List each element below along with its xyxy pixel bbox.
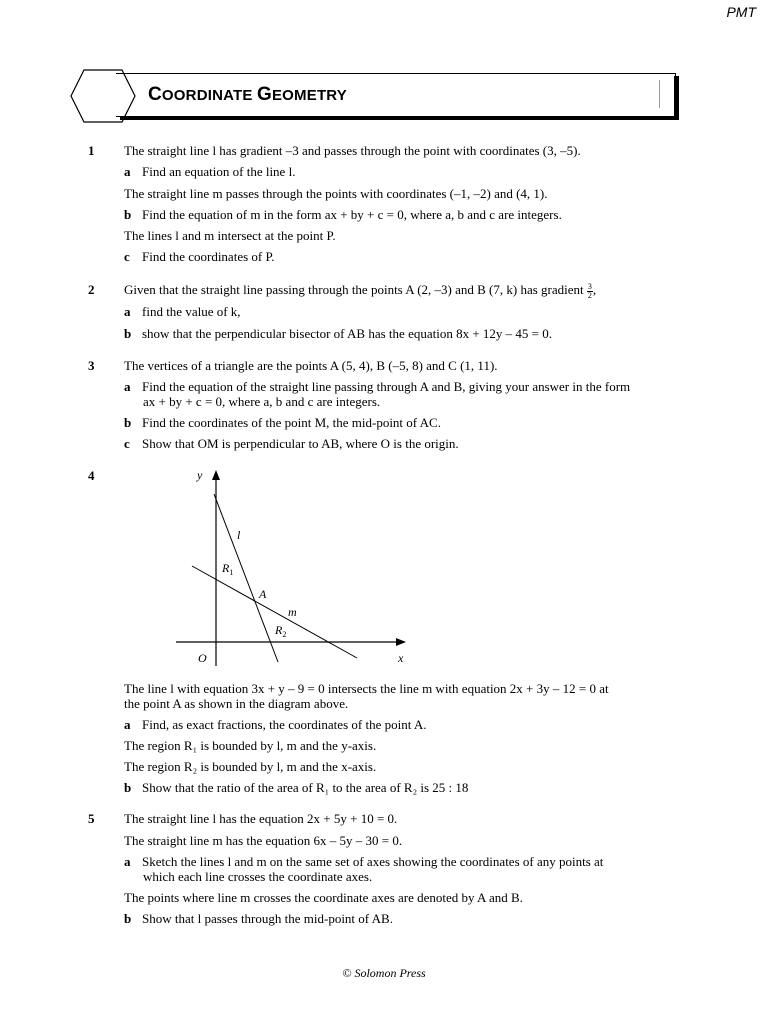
origin-label: O	[198, 651, 207, 665]
x-axis-arrow-icon	[396, 638, 406, 646]
question-number: 5	[88, 811, 95, 826]
part-b: b Find the coordinates of the point M, the mid-point of AC.	[124, 415, 441, 430]
question-text: the point A as shown in the diagram above.	[124, 696, 349, 711]
part-a-continued: ax + by + c = 0, where a, b and c are integers.	[143, 394, 381, 409]
question-text: The straight line m has the equation 6x – 5y – 30 = 0.	[124, 833, 403, 848]
line-m-label: m	[288, 605, 297, 619]
region-r2-label: $R_2$	[275, 623, 287, 639]
y-axis-label: y	[197, 468, 203, 482]
part-a: a Sketch the lines l and m on the same set of axes showing the coordinates of any points at	[124, 854, 604, 869]
question-text: The lines l and m intersect at the point P.	[124, 228, 336, 243]
part-c: c Find the coordinates of P.	[124, 249, 275, 264]
region-r1-label: $R_1$	[222, 561, 234, 577]
question-text: The region R₂ is bounded by l, m and the x-axis.	[124, 759, 377, 774]
line-l	[214, 494, 278, 662]
part-b: b Show that the ratio of the area of R₁ to the area of R₂ is 25 : 18	[124, 780, 469, 795]
part-b: b Show that l passes through the mid-point of AB.	[124, 911, 393, 926]
title-shadow-bottom	[120, 116, 679, 120]
question-text: The straight line l has the equation 2x + 5y + 10 = 0.	[124, 811, 398, 826]
question-number: 1	[88, 143, 95, 158]
title-shadow	[674, 76, 679, 120]
question-number: 4	[88, 468, 95, 483]
lines-diagram	[168, 466, 418, 676]
point-a-label: A	[259, 587, 267, 601]
question-number: 3	[88, 358, 95, 373]
corner-label: PMT	[726, 4, 756, 20]
question-text: The points where line m crosses the coordinate axes are denoted by A and B.	[124, 890, 523, 905]
part-a: a Find the equation of the straight line passing through A and B, giving your answer in the form	[124, 379, 631, 394]
page-title: COORDINATE GEOMETRY	[148, 84, 347, 105]
part-b: b Find the equation of m in the form ax + by + c = 0, where a, b and c are integers.	[124, 207, 562, 222]
part-a: a Find, as exact fractions, the coordinates of the point A.	[124, 717, 427, 732]
part-a: a find the value of k,	[124, 304, 241, 319]
question-text: Given that the straight line passing through the points A (2, –3) and B (7, k) has gradient $\frac{3}{2}$ ,	[124, 281, 597, 300]
gradient-fraction: $\frac{3}{2}$	[587, 281, 592, 300]
question-text: The line l with equation 3x + y – 9 = 0 intersects the line m with equation 2x + 3y – 12 = 0 at	[124, 681, 609, 696]
question-text: The region R₁ is bounded by l, m and the y-axis.	[124, 738, 377, 753]
y-axis-arrow-icon	[212, 470, 220, 480]
part-b: b show that the perpendicular bisector of AB has the equation 8x + 12y – 45 = 0.	[124, 326, 552, 341]
line-m	[192, 566, 357, 658]
footer-copyright: © Solomon Press	[342, 966, 426, 980]
x-axis-label: x	[398, 651, 404, 665]
part-c: c Show that OM is perpendicular to AB, where O is the origin.	[124, 436, 459, 451]
part-a: a Find an equation of the line l.	[124, 164, 296, 179]
part-a-continued: which each line crosses the coordinate axes.	[143, 869, 373, 884]
question-text: The straight line l has gradient –3 and passes through the point with coordinates (3, –5).	[124, 143, 581, 158]
question-text: The straight line m passes through the points with coordinates (–1, –2) and (4, 1).	[124, 186, 548, 201]
line-l-label: l	[237, 528, 241, 542]
title-divider	[659, 80, 660, 108]
question-text: The vertices of a triangle are the points A (5, 4), B (–5, 8) and C (1, 11).	[124, 358, 498, 373]
question-number: 2	[88, 282, 95, 297]
